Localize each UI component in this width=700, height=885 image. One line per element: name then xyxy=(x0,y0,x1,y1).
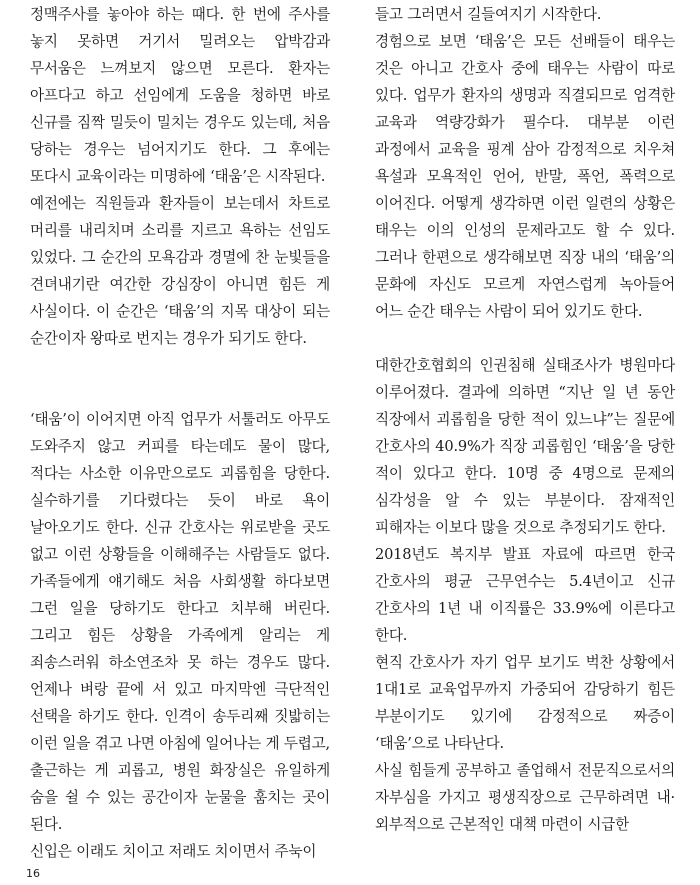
paragraph-gap xyxy=(30,352,330,379)
paragraph: 2018년도 복지부 발표 자료에 따르면 한국 간호사의 평균 근무연수는 5.4년이고 신규 간호사의 1년 내 이직률은 33.9%에 이른다고 한다. xyxy=(375,546,675,644)
right-column xyxy=(375,1,675,838)
page-number: 16 xyxy=(26,867,40,880)
paragraph-gap xyxy=(30,379,330,406)
paragraph: 경험으로 보면 ‘태움’은 모든 선배들이 태우는 것은 아니고 간호사 중에 태우는 사람이 따로 있다. 업무가 환자의 생명과 직결되므로 엄격한 교육과 역량강화가 필수다. 대부분 이런 과정에서 교육을 핑계 삼아 감정적으로 치우쳐 욕설과 모욕적인 언어, 반말, 폭언, 폭력으로 이어진다. 어떻게 생각하면 이런 일련의 상황은 태우는 이의 인성의 문제라고도 할 수 있다. 그러나 한편으로 생각해보면 직장 내의 ‘태움’의 문화에 자신도 모르게 자연스럽게 녹아들어 어느 순간 태우는 사람이 되어 있기도 한다. xyxy=(375,33,675,320)
left-column xyxy=(30,1,330,865)
paragraph: 신입은 이래도 치이고 저래도 치이면서 주눅이 xyxy=(30,843,317,860)
paragraph: 사실 힘들게 공부하고 졸업해서 전문직으로서의 자부심을 가지고 평생직장으로 근무하려면 내·외부적으로 근본적인 대책 마련이 시급한 xyxy=(375,762,675,833)
paragraph-gap xyxy=(375,325,675,352)
paragraph: 예전에는 직원들과 환자들이 보는데서 차트로 머리를 내리치며 소리를 지르고 욕하는 선임도 있었다. 그 순간의 모욕감과 경멸에 찬 눈빛들을 견뎌내기란 여간한 강심장이 아니면 힘든 게 사실이다. 이 순간은 ‘태움’의 지목 대상이 되는 순간이자 왕따로 번지는 경우가 되기도 한다. xyxy=(30,195,330,347)
paragraph: 대한간호협회의 인권침해 실태조사가 병원마다 이루어졌다. 결과에 의하면 “지난 일 년 동안 직장에서 괴롭힘을 당한 적이 있느냐”는 질문에 간호사의 40.9%가 직장 괴롭힘인 ‘태움’을 당한 적이 있다고 한다. 10명 중 4명으로 문제의 심각성을 알 수 있는 부분이다. 잠재적인 피해자는 이보다 많을 것으로 추정되기도 한다. xyxy=(375,357,675,536)
paragraph: 정맥주사를 놓아야 하는 때다. 한 번에 주사를 놓지 못하면 거기서 밀려오는 압박감과 무서움은 느껴보지 않으면 모른다. 환자는 아프다고 하고 선임에게 도움을 청하면 바로 신규를 짐짝 밀듯이 밀치는 경우도 있는데, 처음 당하는 경우는 넘어지기도 한다. 그 후에는 또다시 교육이라는 미명하에 ‘태움’은 시작된다. xyxy=(30,6,330,185)
paragraph: 현직 간호사가 자기 업무 보기도 벅찬 상황에서 1대1로 교육업무까지 가중되어 감당하기 힘든 부분이기도 있기에 감정적으로 짜증이 ‘태움’으로 나타난다. xyxy=(375,654,675,752)
paragraph: ‘태움’이 이어지면 아직 업무가 서툴러도 아무도 도와주지 않고 커피를 타는데도 물이 많다, 적다는 사소한 이유만으로도 괴롭힘을 당한다. 실수하기를 기다렸다는 듯이 바로 욕이 날아오기도 한다. 신규 간호사는 위로받을 곳도 없고 이런 상황들을 이해해주는 사람들도 없다. 가족들에게 얘기해도 처음 사회생활 하다보면 그런 일을 당하기도 한다고 치부해 버린다. 그리고 힘든 상황을 가족에게 알리는 게 죄송스러워 하소연조차 못 하는 경우도 많다. 언제나 벼랑 끝에 서 있고 마지막엔 극단적인 선택을 하기도 한다. 인격이 송두리째 짓밟히는 이런 일을 겪고 나면 아침에 일어나는 게 두렵고, 출근하는 게 괴롭고, 병원 화장실은 유일하게 숨을 쉴 수 있는 공간이자 눈물을 훔치는 곳이 된다. xyxy=(30,411,330,833)
paragraph: 들고 그러면서 길들여지기 시작한다. xyxy=(375,6,602,23)
